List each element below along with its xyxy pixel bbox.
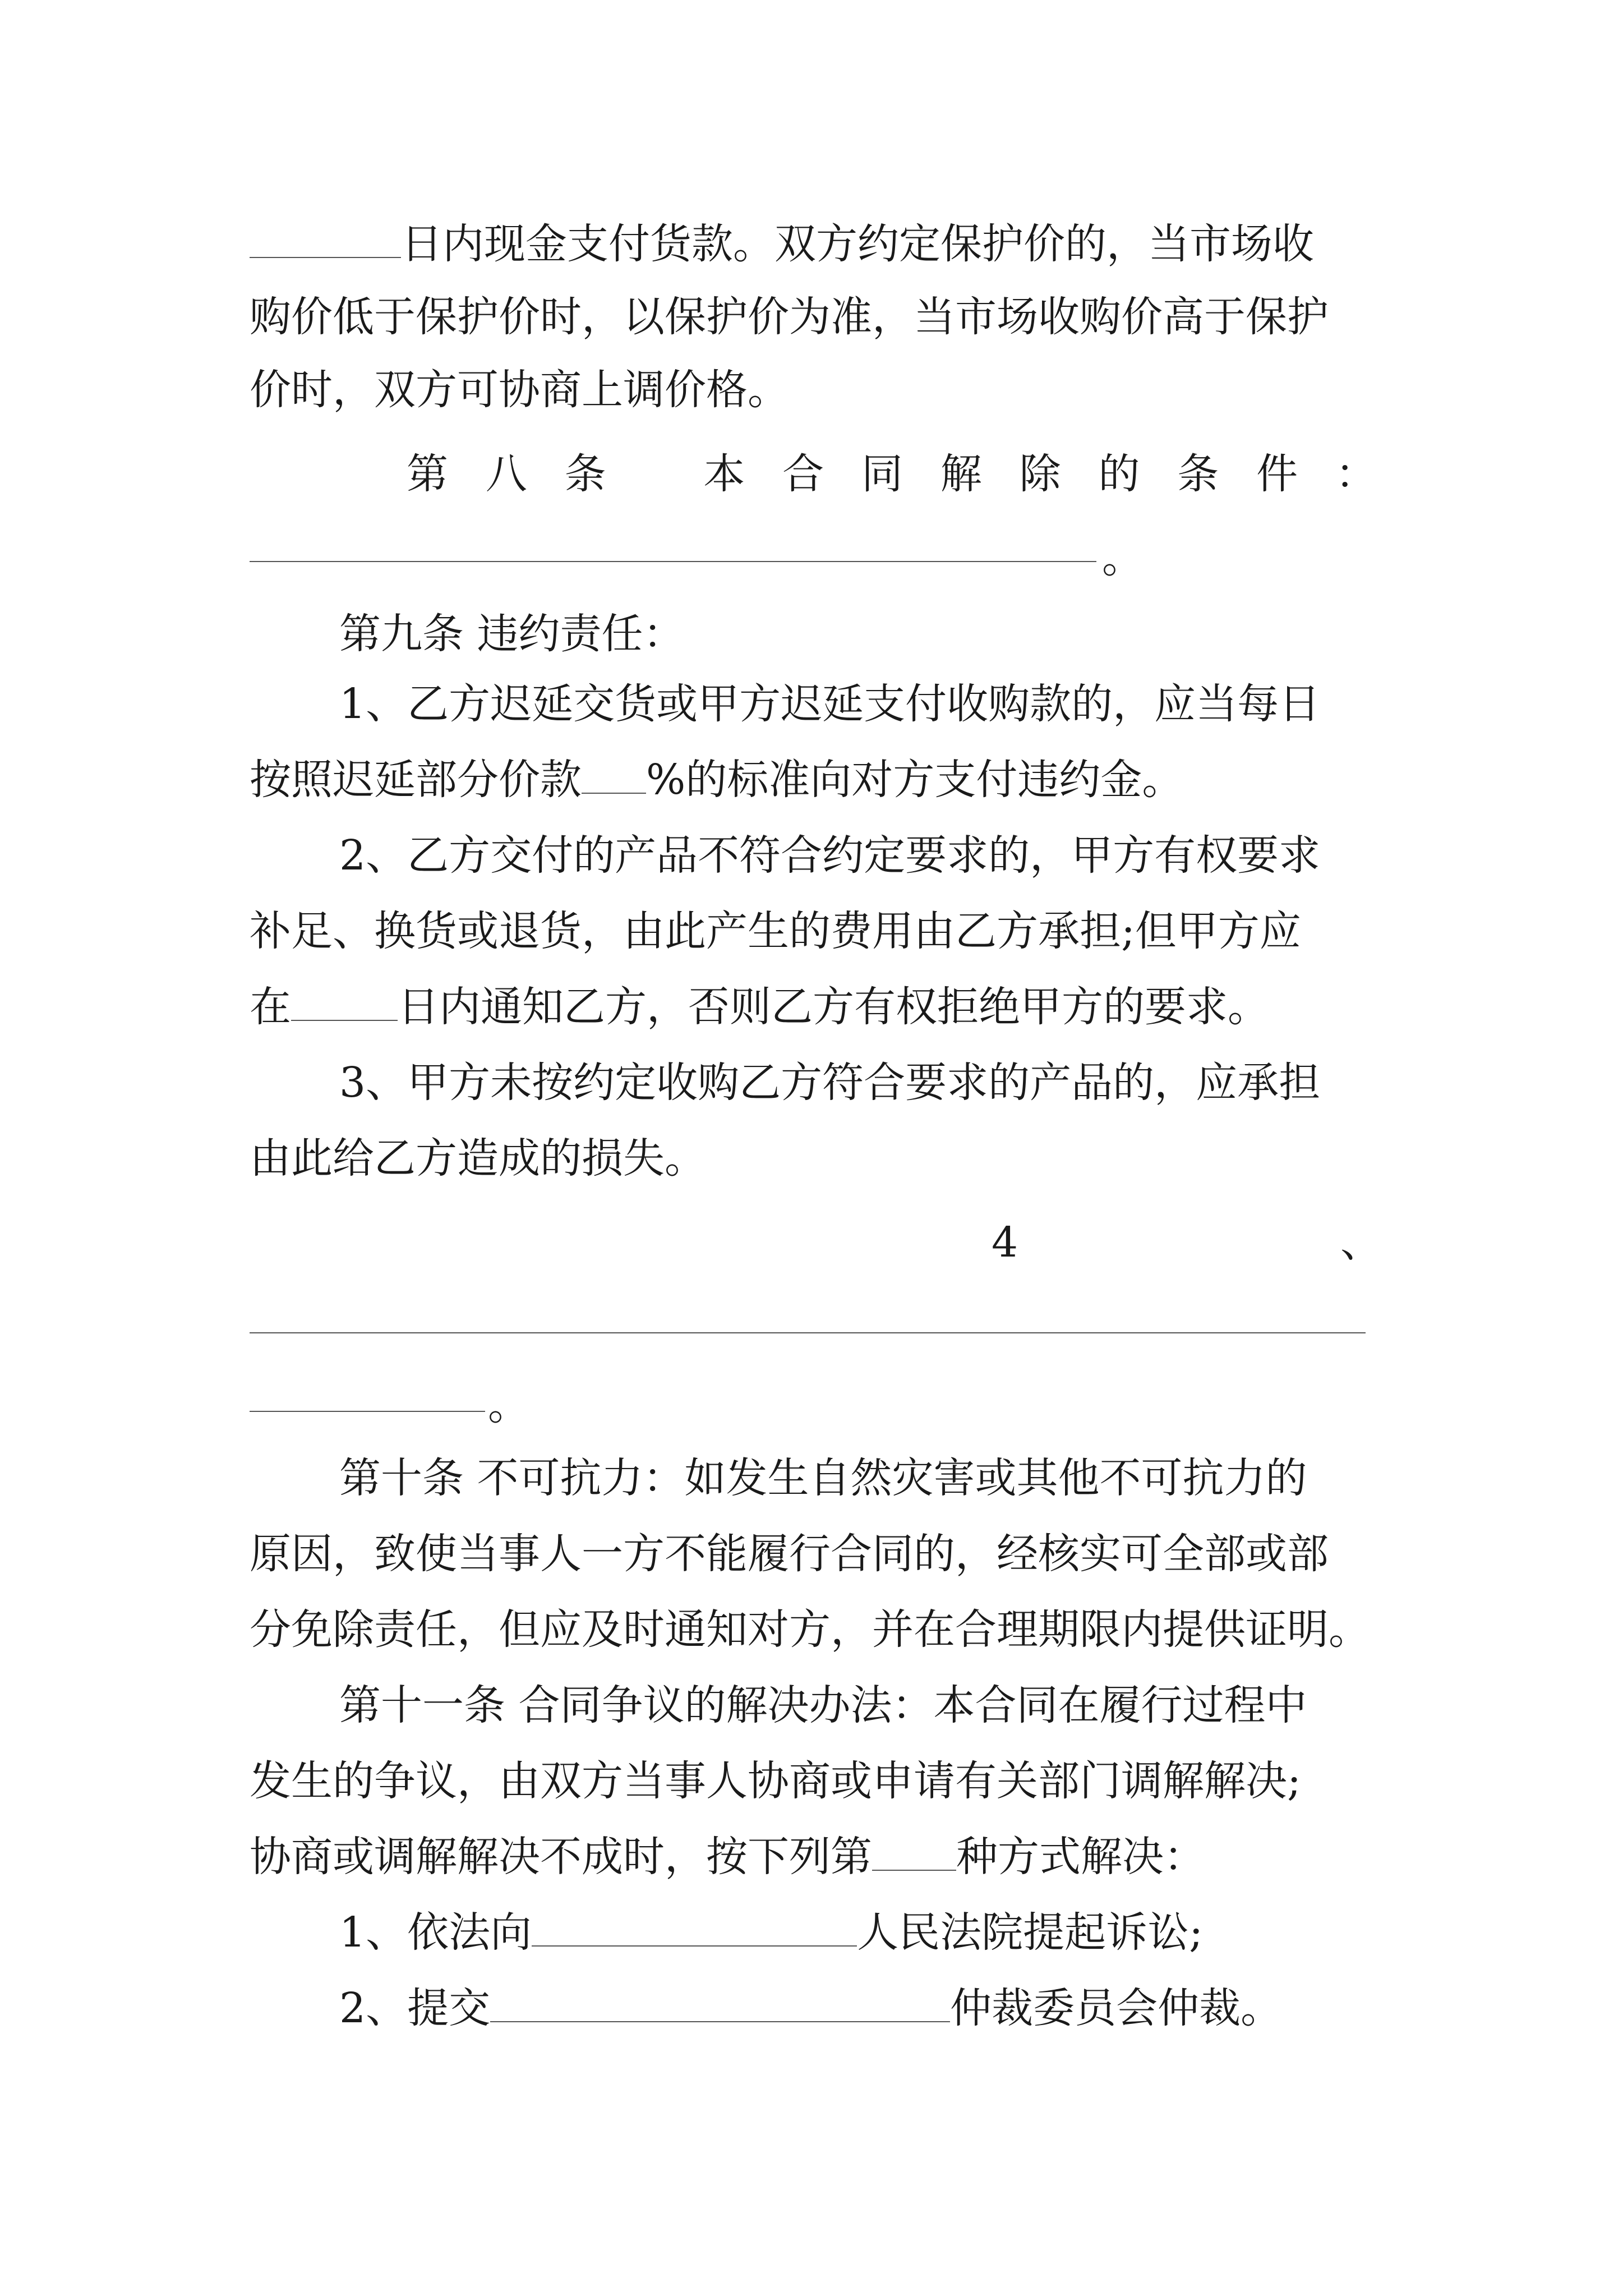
art8-char: 本 [703, 450, 745, 498]
art9-item3-line1: 3、甲方未按约定收购乙方符合要求的产品的，应承担 [339, 1059, 1321, 1107]
art9-item2-line2: 补足、换货或退货，由此产生的费用由乙方承担;但甲方应 [250, 907, 1301, 955]
art9-item3-line2: 由此给乙方造成的损失。 [250, 1134, 706, 1182]
art9-item2-line3 [250, 976, 1269, 1038]
art9-item1-line2 [250, 749, 1183, 811]
art11-option1 [339, 1902, 1203, 1963]
art11-line3-pre: 协商或调解解决不成时，按下列第 [250, 1833, 872, 1881]
art11-line3 [250, 1826, 1205, 1888]
art7-line-3: 价时，双方可协商上调价格。 [250, 366, 789, 414]
art7-line-1 [250, 213, 1314, 275]
art11-option2-post: 仲裁委员会仲裁。 [950, 1984, 1283, 2032]
art11-line1: 第十一条 合同争议的解决办法：本合同在履行过程中 [339, 1681, 1307, 1729]
art9-item2-post: 日内通知乙方，否则乙方有权拒绝甲方的要求。 [398, 983, 1269, 1031]
art8-char: 除 [1019, 450, 1061, 498]
art8-char: 八 [485, 450, 527, 498]
art8-end-punct: 。 [1102, 534, 1144, 582]
blank-arbitration-committee [490, 1985, 950, 2022]
blank-penalty-percent [582, 757, 646, 794]
art9-item4-end-punct: 。 [488, 1381, 529, 1429]
art9-item2-pre: 在 [250, 983, 291, 1031]
blank-termination-conditions [250, 561, 1096, 562]
art9-item4-number: 4 [992, 1218, 1018, 1267]
blank-court-name [532, 1910, 857, 1947]
art9-heading: 第九条 违约责任： [339, 610, 685, 658]
art9-item1-line1: 1、乙方迟延交货或甲方迟延支付收购款的，应当每日 [339, 680, 1321, 728]
art11-line3-post: 种方式解决： [956, 1833, 1205, 1881]
art11-option2 [339, 1977, 1282, 2039]
art11-line2: 发生的争议，由双方当事人协商或申请有关部门调解解决; [250, 1757, 1301, 1805]
art7-line-2: 购价低于保护价时，以保护价为准，当市场收购价高于保护 [250, 293, 1329, 341]
art10-line2: 原因，致使当事人一方不能履行合同的，经核实可全部或部 [250, 1530, 1329, 1578]
art10-line1: 第十条 不可抗力：如发生自然灾害或其他不可抗力的 [339, 1454, 1307, 1502]
art8-char: 件 [1256, 450, 1298, 498]
art8-char: 解 [940, 450, 982, 498]
art8-char: 第 [407, 450, 448, 498]
art8-char: ： [1335, 450, 1377, 498]
art11-option1-post: 人民法院提起诉讼; [857, 1908, 1204, 1957]
art7-line-1-text: 日内现金支付货款。双方约定保护价的，当市场收 [401, 220, 1314, 268]
art10-line3: 分免除责任，但应及时通知对方，并在合理期限内提供证明。 [250, 1605, 1370, 1654]
art11-option1-pre: 1、依法向 [339, 1908, 532, 1957]
blank-item4-line1 [250, 1332, 1366, 1333]
art9-item1-post: %的标准向对方支付违约金。 [646, 756, 1184, 804]
art8-gap [643, 443, 666, 505]
blank-item4-line2 [250, 1411, 485, 1412]
blank-resolution-method [872, 1834, 956, 1871]
blank-payment-days [250, 221, 401, 258]
art8-char: 条 [1177, 450, 1219, 498]
art9-item4-separator: 、 [1340, 1218, 1382, 1267]
art11-option2-pre: 2、提交 [339, 1984, 491, 2032]
art8-heading [407, 443, 1377, 505]
art8-char: 合 [782, 450, 824, 498]
art8-char: 条 [564, 450, 606, 498]
art8-char: 的 [1098, 450, 1140, 498]
blank-notify-days [291, 984, 398, 1021]
art9-item1-pre: 按照迟延部分价款 [250, 756, 582, 804]
art9-item2-line1: 2、乙方交付的产品不符合约定要求的，甲方有权要求 [339, 831, 1321, 880]
art8-char: 同 [861, 450, 903, 498]
